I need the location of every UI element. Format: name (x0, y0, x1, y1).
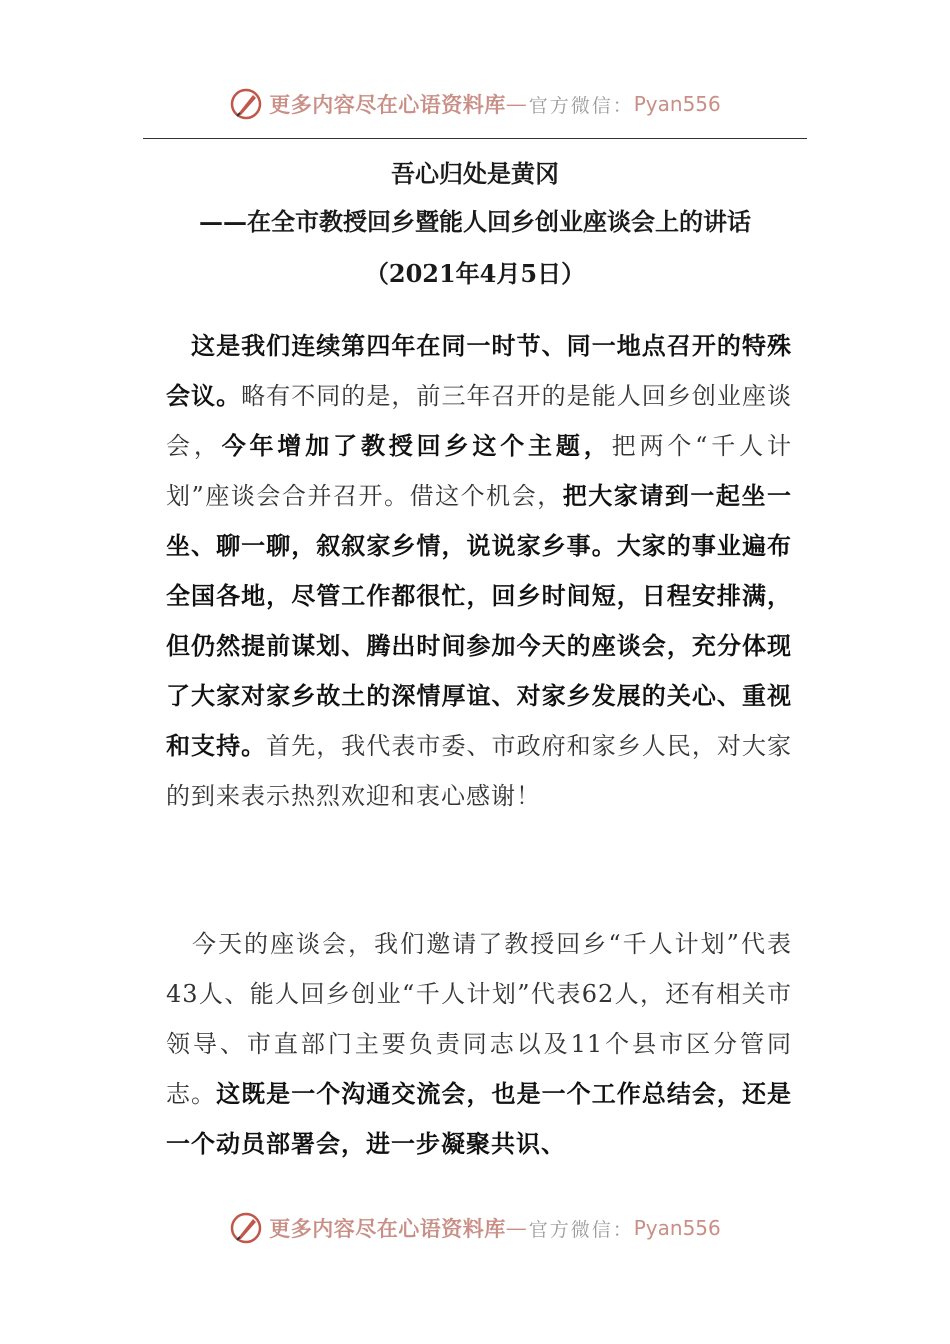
text-run: 这是我们连续第四年在同一时节、同一地点召开的特殊会议。 (166, 331, 792, 410)
footer-banner (0, 1206, 950, 1250)
body-paragraph-1 (166, 321, 792, 821)
text-run: 略有不同的是，前三年召开的是能人回乡创业座谈会， (166, 382, 792, 460)
header-dash: — (505, 92, 527, 116)
text-run: 今年增加了教授回乡这个主题， (221, 431, 612, 460)
speech-date: （2021年4月5日） (364, 259, 586, 288)
text-run: 首先，我代表市委、市政府和家乡人民，对大家的到来表示热烈欢迎和衷心感谢！ (166, 732, 793, 810)
text-run: 把两个“千人计划”座谈会合并召开。借这个机会， (166, 432, 792, 510)
footer-brand-text: 更多内容尽在心语资料库 (269, 1216, 506, 1241)
header-banner (0, 82, 950, 126)
footer-wechat-id: Pyan556 (633, 1216, 721, 1240)
header-brand-text: 更多内容尽在心语资料库 (269, 92, 506, 117)
header-wechat-label: 官方微信： (528, 94, 634, 117)
text-run: 把大家请到一起坐一坐、聊一聊，叙叙家乡情，说说家乡事。大家的事业遍布全国各地，尽管工作都很忙，回乡时间短，日程安排满，但仍然提前谋划、腾出时间参加今天的座谈会，充分体现了大家对家乡故土的深情厚谊、对家乡发展的关心、重视和支持。 (166, 481, 792, 760)
page-subtitle: ——在全市教授回乡暨能人回乡创业座谈会上的讲话 (199, 207, 751, 236)
quill-pen-logo-icon (229, 1211, 263, 1245)
header-divider (143, 138, 807, 139)
footer-wechat-label: 官方微信： (528, 1218, 634, 1241)
page-title: 吾心归处是黄冈 (391, 159, 559, 188)
body-paragraph-2 (166, 919, 792, 1169)
quill-pen-logo-icon (229, 87, 263, 121)
header-wechat-id: Pyan556 (633, 92, 721, 116)
text-run: 这既是一个沟通交流会，也是一个工作总结会，还是一个动员部署会，进一步凝聚共识、 (166, 1079, 793, 1158)
text-run: 今天的座谈会，我们邀请了教授回乡“千人计划”代表43人、能人回乡创业“千人计划”代表62人，还有相关市领导、市直部门主要负责同志以及11个县市区分管同志。 (166, 930, 792, 1108)
footer-dash: — (505, 1216, 527, 1240)
